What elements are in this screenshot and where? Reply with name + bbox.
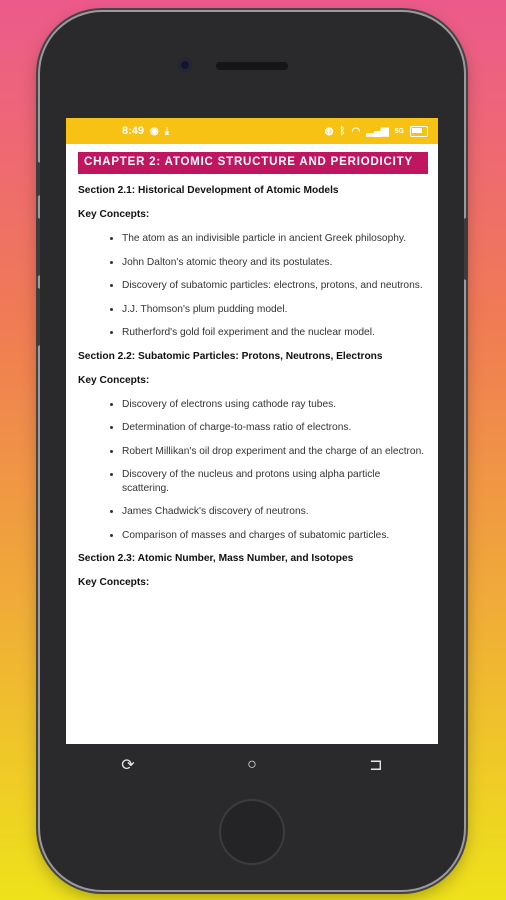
list-item: • John Dalton's atomic theory and its postulates. (122, 256, 428, 270)
key-concepts-label: Key Concepts: (78, 577, 150, 588)
list-item: • Rutherford's gold foil experiment and the nuclear model. (122, 326, 428, 340)
list-item: • Discovery of electrons using cathode ray tubes. (122, 398, 428, 412)
chapter-title: CHAPTER 2: ATOMIC STRUCTURE AND PERIODICITY (78, 152, 428, 174)
signal-icon: ▂▄▆ (366, 125, 389, 137)
physical-home-button (221, 801, 283, 863)
screen (66, 118, 438, 744)
recent-apps-icon[interactable]: ⟳ (121, 757, 135, 774)
wifi-icon: ◠ (351, 125, 361, 137)
mute-switch (36, 162, 40, 196)
list-item: • Comparison of masses and charges of subatomic particles. (122, 529, 428, 543)
hotspot-icon: ◍ (324, 125, 334, 137)
whatsapp-icon: ◉ (150, 125, 159, 137)
battery-icon (410, 126, 428, 137)
status-time: 8:49 (122, 125, 145, 137)
concept-list (78, 232, 428, 340)
download-icon: ⤓ (164, 125, 170, 137)
list-item: • The atom as an indivisible particle in ancient Greek philosophy. (122, 232, 428, 246)
list-item: • Discovery of subatomic particles: electrons, protons, and neutrons. (122, 279, 428, 293)
list-item: • J.J. Thomson's plum pudding model. (122, 303, 428, 317)
earpiece-speaker (216, 62, 288, 70)
list-item: • Determination of charge-to-mass ratio of electrons. (122, 421, 428, 435)
section-title: Section 2.1: Historical Development of Atomic Models (78, 185, 339, 196)
phone-frame (40, 12, 464, 890)
volume-down-button (36, 288, 40, 346)
list-item: • James Chadwick's discovery of neutrons. (122, 505, 428, 519)
list-item: • Robert Millikan's oil drop experiment and the charge of an electron. (122, 445, 428, 459)
list-item: • Discovery of the nucleus and protons using alpha particle scattering. (122, 468, 428, 495)
volume-up-button (36, 218, 40, 276)
section-title: Section 2.3: Atomic Number, Mass Number, and Isotopes (78, 553, 354, 564)
chapter-content[interactable] (66, 144, 438, 588)
navigation-bar (66, 746, 438, 784)
key-concepts-label: Key Concepts: (78, 374, 150, 386)
section-2-3 (78, 552, 428, 588)
network-type-label: 5G (394, 127, 404, 135)
bluetooth-icon: ᛒ (339, 125, 346, 137)
key-concepts-label: Key Concepts: (78, 209, 150, 220)
home-icon[interactable]: ○ (247, 756, 257, 773)
front-camera (178, 58, 192, 72)
status-bar (66, 118, 438, 144)
section-2-2 (78, 350, 428, 543)
concept-list (78, 398, 428, 543)
power-button (464, 218, 468, 280)
section-title: Section 2.2: Subatomic Particles: Protons, Neutrons, Electrons (78, 350, 383, 362)
back-icon[interactable]: ⊐ (369, 757, 383, 774)
section-2-1 (78, 184, 428, 340)
